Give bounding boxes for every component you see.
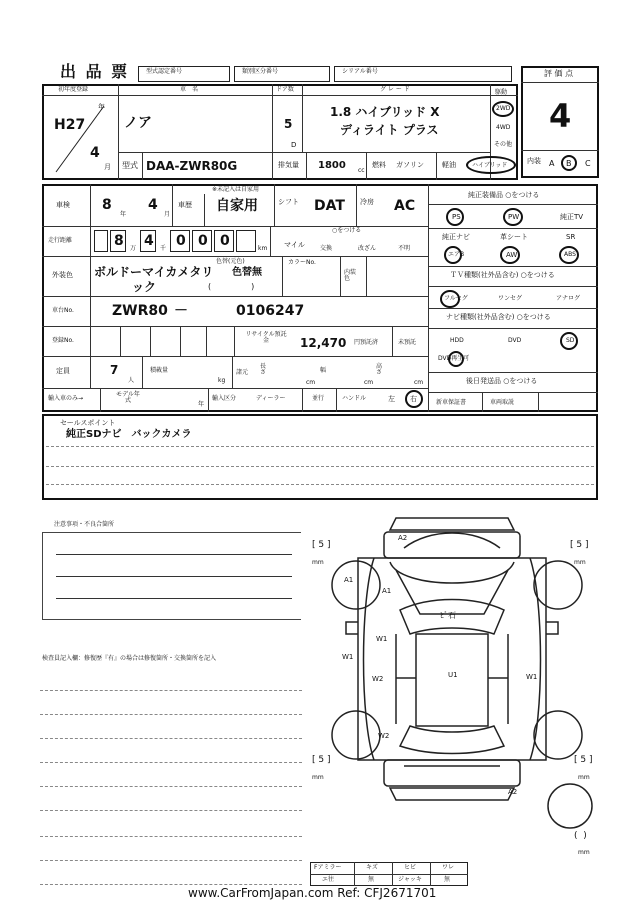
navi-dvd-play-circle bbox=[448, 351, 464, 367]
recycle-paid: 円預託済 bbox=[354, 339, 379, 346]
label-a2-top: A2 bbox=[398, 534, 408, 542]
equip-aw-circle bbox=[500, 246, 520, 264]
label-a2-bottom: A2 bbox=[508, 788, 518, 796]
tire-rl-bracket: [ 5 ] bbox=[312, 755, 331, 765]
handle-label: ハンドル bbox=[342, 395, 367, 402]
width-label: 幅 bbox=[320, 367, 327, 374]
label-u1: U1 bbox=[448, 671, 458, 679]
label-a1-inner: A1 bbox=[382, 587, 392, 595]
equip-airbag-circle bbox=[444, 246, 465, 264]
legend-h3: ヒビ bbox=[404, 864, 417, 871]
tire-rr-mm: mm bbox=[578, 774, 590, 781]
label-w1-right: W1 bbox=[526, 673, 538, 681]
label-w2-left: W2 bbox=[372, 675, 384, 683]
equipment-title: 純正装備品 ○をつける bbox=[468, 191, 540, 199]
mileage-digit-3: 4 bbox=[140, 230, 156, 252]
legend-v3: ジャッキ bbox=[398, 876, 422, 883]
ac-label: 冷房 bbox=[360, 198, 374, 206]
chassis-dash: － bbox=[174, 303, 188, 319]
tv-oneseg: ワンセグ bbox=[498, 295, 523, 302]
drive-other: その他 bbox=[494, 141, 513, 148]
sales-point-label: セールスポイント bbox=[60, 419, 116, 427]
displacement-value: 1800 bbox=[318, 160, 346, 171]
displacement-label: 排気量 bbox=[278, 161, 299, 169]
grade-line1: 1.8 ハイブリッド X bbox=[330, 105, 440, 119]
dims-label: 諸元 bbox=[236, 369, 249, 376]
legend-v1: エ往 bbox=[322, 876, 335, 883]
equip-leather: 革シート bbox=[500, 233, 528, 241]
equip-airbag: エアB bbox=[448, 251, 465, 258]
person-unit: 人 bbox=[128, 377, 135, 384]
man-unit: 万 bbox=[130, 245, 137, 252]
usage-note: ※未記入は自家用 bbox=[212, 186, 260, 193]
equip-abs: ABS bbox=[564, 251, 576, 258]
mileage-label: 走行距離 bbox=[48, 237, 73, 244]
interior-label: 内装 bbox=[527, 157, 541, 165]
tv-fullseg: フルセグ bbox=[444, 295, 468, 302]
tire-fr-bracket: [ 5 ] bbox=[570, 540, 589, 550]
capacity-value: 7 bbox=[110, 363, 119, 377]
label-w1-left: W1 bbox=[376, 635, 388, 643]
handle-right: 右 bbox=[410, 395, 417, 403]
category-label: 類別区分番号 bbox=[242, 68, 279, 75]
shaken-year-unit: 年 bbox=[120, 211, 127, 218]
mileage-digit-1 bbox=[94, 230, 108, 252]
spare-bracket: ( ) bbox=[574, 831, 587, 841]
regno-label: 登録No. bbox=[52, 337, 74, 344]
tire-rl-mm: mm bbox=[312, 774, 324, 781]
color-label: 外装色 bbox=[52, 271, 73, 279]
sales-point-box bbox=[42, 414, 598, 500]
interior-b: B bbox=[566, 159, 572, 168]
model-year-label: モデル年式 bbox=[116, 391, 140, 404]
interior-c: C bbox=[585, 159, 591, 168]
grade-line2: ディライト プラス bbox=[340, 123, 439, 137]
grade-label: グ レ ー ド bbox=[380, 86, 410, 93]
door-unit: D bbox=[291, 141, 297, 149]
meter-unknown: 不明 bbox=[398, 245, 411, 252]
page-title: 出 品 票 bbox=[60, 62, 130, 81]
color-line1: ボルドーマイカメタリ bbox=[94, 265, 214, 279]
tire-fr-mm: mm bbox=[574, 559, 586, 566]
score-value: 4 bbox=[549, 97, 572, 135]
tire-fl-bracket: [ 5 ] bbox=[312, 540, 331, 550]
tv-fullseg-circle bbox=[440, 290, 460, 308]
chassis-prefix: ZWR80 bbox=[112, 303, 168, 319]
equip-pw: PW bbox=[508, 213, 520, 221]
shaken-label: 車検 bbox=[56, 201, 70, 209]
legend-h4: ワレ bbox=[442, 864, 455, 871]
sen-unit: 千 bbox=[160, 245, 167, 252]
navi-hdd: HDD bbox=[450, 337, 464, 344]
first-reg-year: H27 bbox=[54, 117, 86, 133]
capacity-label: 定員 bbox=[56, 367, 70, 375]
usage-value: 自家用 bbox=[216, 198, 258, 214]
year-suffix: 年 bbox=[198, 401, 205, 408]
fuel-gas: ガソリン bbox=[396, 161, 424, 169]
warranty-book: 新車保証書 bbox=[436, 399, 467, 406]
import-label: 輸入車のみ→ bbox=[48, 395, 84, 402]
recycle-amount: 12,470 bbox=[300, 336, 347, 350]
mileage-digit-2: 8 bbox=[110, 230, 126, 252]
recycle-label: リサイクル預託金 bbox=[245, 331, 287, 344]
navi-dvd: DVD bbox=[508, 337, 522, 344]
circle-note: ○をつける bbox=[332, 227, 362, 234]
mileage-digit-5: 0 bbox=[192, 230, 212, 252]
equip-pw-circle bbox=[503, 208, 523, 226]
tv-analog: アナログ bbox=[556, 295, 581, 302]
navi-sd-circle bbox=[560, 332, 578, 350]
meter-tamper: 改ざん bbox=[358, 245, 377, 252]
label-w1-outer: W1 bbox=[342, 653, 354, 661]
height-label: 高さ bbox=[376, 363, 383, 376]
spare-tire bbox=[544, 780, 596, 832]
year-unit: 年 bbox=[98, 103, 105, 111]
drive-2wd: 2WD bbox=[496, 105, 511, 112]
car-name: ノア bbox=[124, 115, 152, 131]
navi-dvd-play: DVD再生可 bbox=[438, 355, 470, 362]
equip-aw: AW bbox=[506, 251, 518, 259]
serial-label: シリアル番号 bbox=[342, 68, 378, 75]
shift-value: DAT bbox=[314, 198, 345, 214]
usage-label: 車歴 bbox=[178, 201, 192, 209]
label-a1-left: A1 bbox=[344, 576, 354, 584]
meter-label: マイル bbox=[284, 241, 305, 249]
interior-color-label: 内装色 bbox=[344, 269, 357, 282]
shaken-month-unit: 月 bbox=[164, 211, 171, 218]
color-change: 色替無 bbox=[232, 267, 262, 278]
height-cm: cm bbox=[414, 379, 424, 386]
cc-unit: cc bbox=[358, 167, 365, 174]
sales-point-text: 純正SDナビ バックカメラ bbox=[66, 429, 192, 440]
length-label: 長さ bbox=[260, 363, 267, 376]
handle-right-circle bbox=[405, 390, 423, 408]
ac-value: AC bbox=[394, 198, 416, 214]
interior-a: A bbox=[549, 159, 555, 168]
chassis-label: 車台No. bbox=[52, 307, 74, 314]
mileage-digit-6: 0 bbox=[214, 230, 234, 252]
meter-exchange: 交換 bbox=[320, 245, 333, 252]
handle-left: 左 bbox=[388, 395, 395, 403]
equip-tv: 純正TV bbox=[560, 213, 584, 221]
spare-mm: mm bbox=[578, 849, 590, 856]
km-unit: km bbox=[258, 245, 268, 252]
fuel-hybrid: ハイブリッド bbox=[472, 162, 508, 169]
first-reg-label: 初年度登録 bbox=[58, 86, 89, 93]
equip-ps-circle bbox=[446, 208, 464, 226]
equip-navi: 純正ナビ bbox=[442, 233, 470, 241]
recycle-unpaid: 未預託 bbox=[398, 339, 417, 346]
fuel-hybrid-oval bbox=[466, 156, 516, 174]
aftermarket-title: 後日発送品 ○をつける bbox=[466, 377, 538, 385]
model-label: 型式 bbox=[122, 161, 138, 170]
drive-4wd: 4WD bbox=[496, 124, 511, 131]
first-reg-month: 4 bbox=[90, 145, 100, 161]
legend-h2: キズ bbox=[366, 864, 378, 871]
equip-sr: SR bbox=[566, 233, 576, 241]
shaken-year: 8 bbox=[102, 197, 112, 213]
mileage-digit-4: 0 bbox=[170, 230, 190, 252]
length-cm: cm bbox=[306, 379, 316, 386]
color-line2: ック bbox=[132, 280, 157, 294]
inspector-label: 検査員記入欄：修復歴『有』の場合は修復箇所・交換箇所を記入 bbox=[42, 655, 217, 662]
legend-v4: 無 bbox=[444, 876, 451, 883]
shaken-month: 4 bbox=[148, 197, 158, 213]
tire-rr-bracket: [ 5 ] bbox=[574, 755, 593, 765]
dealer-option: ディーラー bbox=[256, 395, 286, 402]
interior-b-circle bbox=[561, 155, 577, 171]
width-cm: cm bbox=[364, 379, 374, 386]
label-w2-lower: W2 bbox=[378, 732, 390, 740]
vehicle-manual: 車両取説 bbox=[490, 399, 515, 406]
notes-label: 注意事項・不良合箇所 bbox=[54, 521, 115, 528]
fuel-label: 燃料 bbox=[372, 161, 386, 169]
navi-sd: SD bbox=[566, 337, 575, 344]
watermark: www.CarFromJapan.com Ref: CFJ2671701 bbox=[188, 886, 437, 900]
navi-title: ナビ種類(社外品含む) ○をつける bbox=[446, 313, 551, 321]
mileage-digit-7 bbox=[236, 230, 256, 252]
parallel-option: 並行 bbox=[312, 395, 325, 402]
car-name-label: 車 名 bbox=[180, 86, 199, 93]
legend-h1: Fアミラー bbox=[314, 864, 342, 871]
import-type-label: 輸入区分 bbox=[212, 395, 237, 402]
equip-ps: PS bbox=[452, 213, 461, 221]
score-label: 評 価 点 bbox=[544, 69, 574, 78]
fuel-diesel: 軽油 bbox=[442, 161, 456, 169]
color-orig-label: 色替(元色) bbox=[216, 258, 245, 265]
model-value: DAA-ZWR80G bbox=[146, 159, 238, 173]
tv-title: ＴＶ種類(社外品含む) ○をつける bbox=[450, 271, 555, 279]
color-paren: ( ) bbox=[208, 282, 255, 291]
equip-abs-circle bbox=[559, 246, 579, 264]
chassis-number: 0106247 bbox=[236, 303, 305, 319]
model-cert-label: 型式認定番号 bbox=[146, 68, 183, 75]
month-unit: 月 bbox=[104, 163, 111, 171]
drive-2wd-circle bbox=[492, 101, 514, 117]
load-label: 積載量 bbox=[150, 367, 169, 374]
doors-value: 5 bbox=[284, 117, 293, 131]
kg-unit: kg bbox=[218, 377, 226, 384]
shift-label: シフト bbox=[278, 198, 299, 206]
label-roof: ﾋﾞ石 bbox=[440, 611, 456, 620]
color-no-label: カラーNo. bbox=[288, 259, 316, 266]
tire-fl-mm: mm bbox=[312, 559, 324, 566]
doors-label: ドア数 bbox=[276, 86, 294, 93]
drive-label: 駆動 bbox=[495, 89, 508, 96]
legend-v2: 無 bbox=[368, 876, 375, 883]
